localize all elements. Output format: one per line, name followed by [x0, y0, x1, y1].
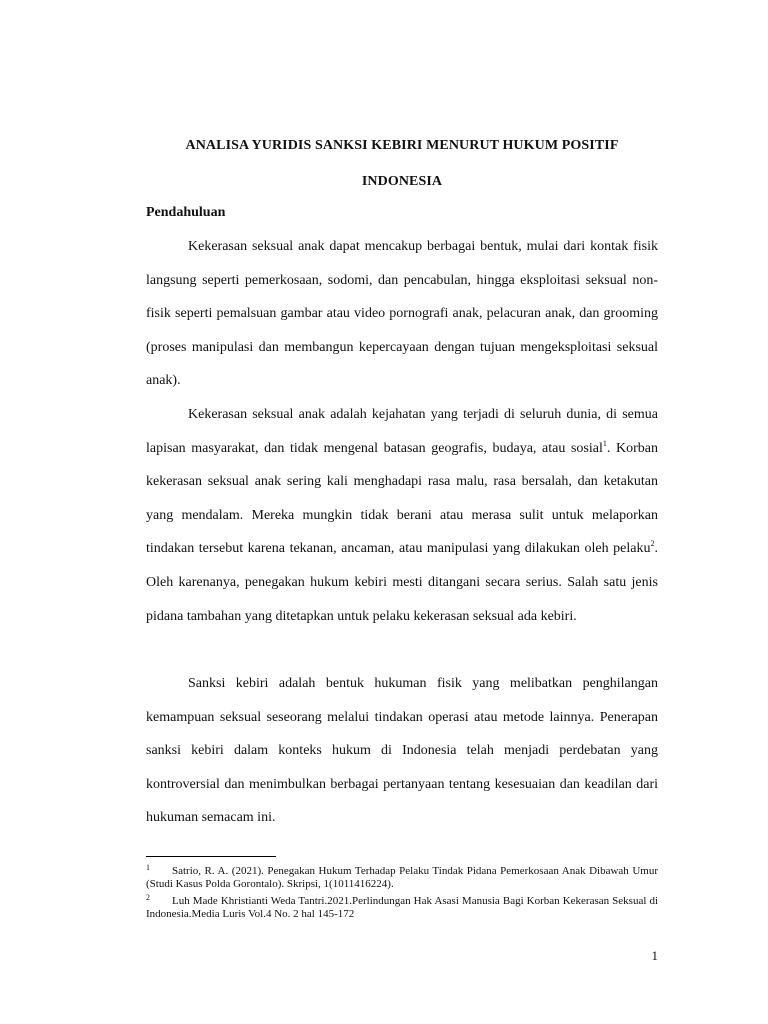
paragraph-1: [146, 230, 658, 398]
footnote-ref-1[interactable]: 1: [602, 438, 607, 448]
footnote-1-number: 1: [146, 863, 150, 872]
page-number: 1: [651, 948, 658, 963]
paragraph-3: [146, 667, 658, 835]
document-title-line-1: ANALISA YURIDIS SANKSI KEBIRI MENURUT HUKUM POSITIF: [185, 138, 619, 153]
document-title-line-2: INDONESIA: [361, 174, 443, 189]
paragraph-2-text-c: . Oleh karenanya, penegakan hukum kebiri mesti ditangani secara serius. Salah satu jenis pidana tambahan yang ditetapkan untuk pelaku kekerasan seksual ada kebiri.: [146, 541, 658, 624]
footnote-2-text: Luh Made Khristianti Weda Tantri.2021.Perlindungan Hak Asasi Manusia Bagi Korban Kekerasan Seksual di Indonesia.Media Luris Vol.4 No. 2 hal 145-172: [146, 895, 658, 920]
footnote-separator: [146, 856, 276, 857]
paragraph-3-text: Sanksi kebiri adalah bentuk hukuman fisik yang melibatkan penghilangan kemampuan seksual seseorang melalui tindakan operasi atau metode lainnya. Penerapan sanksi kebiri dalam konteks hukum di Indonesia telah menjadi perdebatan yang kontroversial dan menimbulkan berbagai pertanyaan tentang kesesuaian dan keadilan dari hukuman semacam ini.: [146, 676, 658, 826]
section-heading: Pendahuluan: [146, 205, 226, 220]
paragraph-2-text-b: . Korban kekerasan seksual anak sering kali menghadapi rasa malu, rasa bersalah, dan ketakutan yang mendalam. Mereka mungkin tidak berani atau merasa sulit untuk melaporkan tindakan tersebut karena tekanan, ancaman, atau manipulasi yang dilakukan oleh pelaku: [146, 440, 658, 557]
paragraph-2-text-a: Kekerasan seksual anak adalah kejahatan yang terjadi di seluruh dunia, di semua lapisan masyarakat, dan tidak mengenal batasan geografis, budaya, atau sosial: [146, 407, 658, 456]
footnote-1-text: Satrio, R. A. (2021). Penegakan Hukum Terhadap Pelaku Tindak Pidana Pemerkosaan Anak Dibawah Umur (Studi Kasus Polda Gorontalo). Skripsi, 1(1011416224).: [146, 865, 658, 890]
footnote-1: [146, 861, 658, 891]
footnote-ref-2[interactable]: 2: [650, 539, 655, 549]
footnote-2: [146, 891, 658, 921]
paragraph-2: [146, 398, 658, 633]
paragraph-1-text: Kekerasan seksual anak dapat mencakup berbagai bentuk, mulai dari kontak fisik langsung seperti pemerkosaan, sodomi, dan pencabulan, hingga eksploitasi seksual non-fisik seperti pemalsuan gambar atau video pornografi anak, pelacuran anak, dan grooming (proses manipulasi dan membangun kepercayaan dengan tujuan mengeksploitasi seksual anak).: [146, 239, 658, 389]
footnote-2-number: 2: [146, 893, 150, 902]
